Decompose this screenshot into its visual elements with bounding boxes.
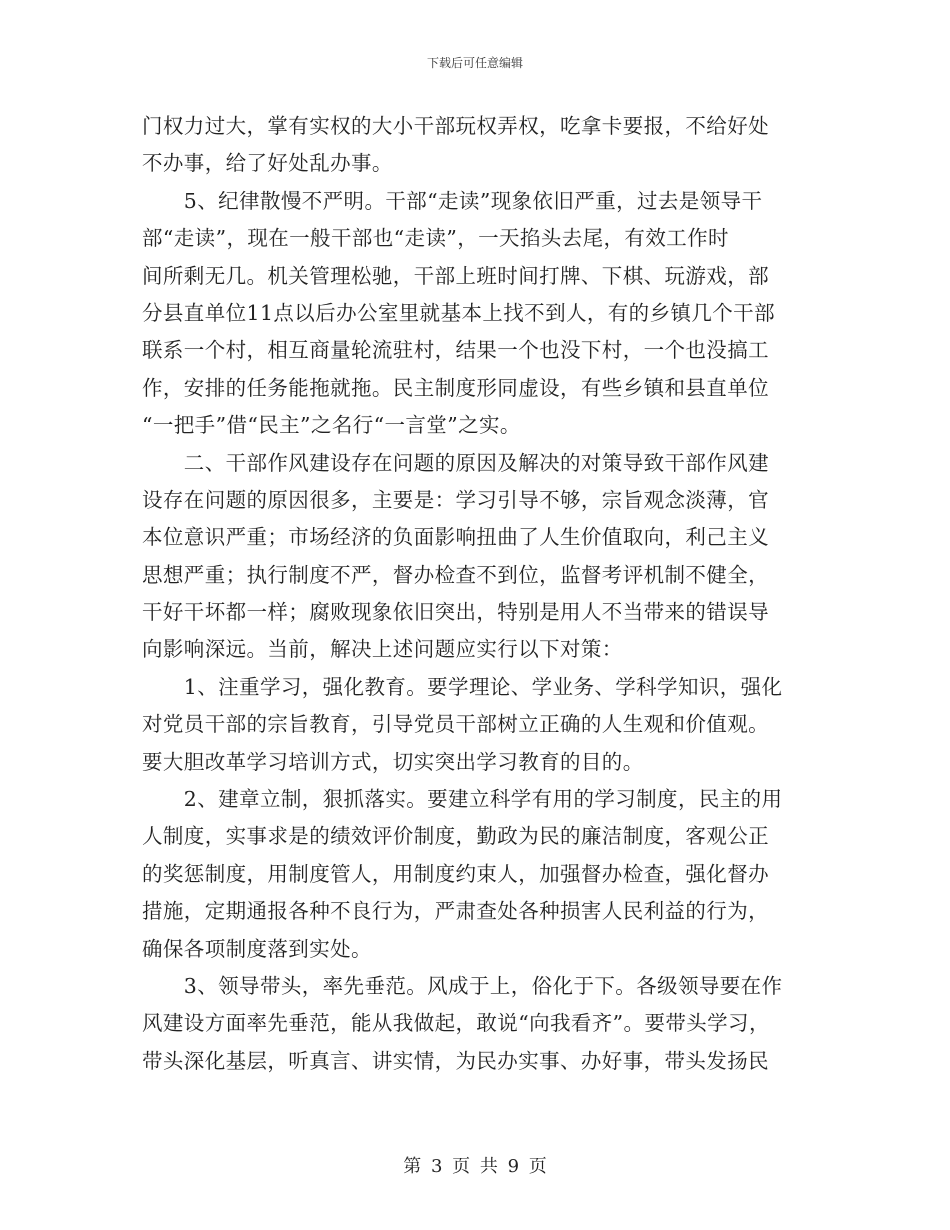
body-text [142,108,812,1080]
text-line: 的奖惩制度，用制度管人，用制度约束人，加强督办检查，强化督办 [142,861,769,886]
text-line: 措施，定期通报各种不良行为，严肃查处各种损害人民利益的行为， [142,899,769,924]
text-line: 要大胆改革学习培训方式，切实突出学习教育的目的。 [142,749,644,774]
text-line: 带头深化基层，听真言、讲实情，为民办实事、办好事，带头发扬民 [142,1048,769,1073]
text-line: 人制度，实事求是的绩效评价制度，勤政为民的廉洁制度，客观公正 [142,824,769,849]
text-line: 思想严重；执行制度不严，督办检查不到位，监督考评机制不健全， [142,562,769,587]
text-line: 2、建章立制，狠抓落实。要建立科学有用的学习制度，民主的用 [142,787,783,812]
text-line: 风建设方面率先垂范，能从我做起，敢说“向我看齐”。要带头学习， [142,1011,770,1036]
page-footer: 第 3 页 共 9 页 [403,1156,547,1177]
text-line: 5、纪律散慢不严明。干部“走读”现象依旧严重，过去是领导干 [142,188,763,213]
text-line: 联系一个村，相互商量轮流驻村，结果一个也没下村，一个也没搞工 [142,338,769,363]
text-line: 门权力过大，掌有实权的大小干部玩权弄权，吃拿卡要报，不给好处 [142,114,769,138]
text-line: 二、干部作风建设存在问题的原因及解决的对策导致干部作风建 [142,450,769,475]
text-line: 分县直单位11点以后办公室里就基本上找不到人，有的乡镇几个干部 [142,300,775,325]
text-line: 部“走读”，现在一般干部也“走读”，一天掐头去尾，有效工作时 [142,226,729,251]
text-line: 向影响深远。当前，解决上述问题应实行以下对策： [142,637,623,662]
page-header: 下载后可任意编辑 [426,56,523,70]
text-line: 设存在问题的原因很多，主要是：学习引导不够，宗旨观念淡薄，官 [142,487,769,512]
text-line: 本位意识严重；市场经济的负面影响扭曲了人生价值取向，利己主义 [142,525,769,550]
text-line: 对党员干部的宗旨教育，引导党员干部树立正确的人生观和价值观。 [142,712,769,737]
text-line: 作，安排的任务能拖就拖。民主制度形同虚设，有些乡镇和县直单位 [142,375,769,400]
text-line: 干好干坏都一样；腐败现象依旧突出，特别是用人不当带来的错误导 [142,600,769,625]
text-line: 确保各项制度落到实处。 [142,936,372,961]
text-line: 间所剩无几。机关管理松驰，干部上班时间打牌、下棋、玩游戏，部 [142,263,769,288]
text-line: “一把手”借“民主”之名行“一言堂”之实。 [142,413,521,438]
text-line: 3、领导带头，率先垂范。风成于上，俗化于下。各级领导要在作 [142,973,783,998]
text-line: 1、注重学习，强化教育。要学理论、学业务、学科学知识，强化 [142,674,783,699]
text-line: 不办事，给了好处乱办事。 [142,151,393,176]
